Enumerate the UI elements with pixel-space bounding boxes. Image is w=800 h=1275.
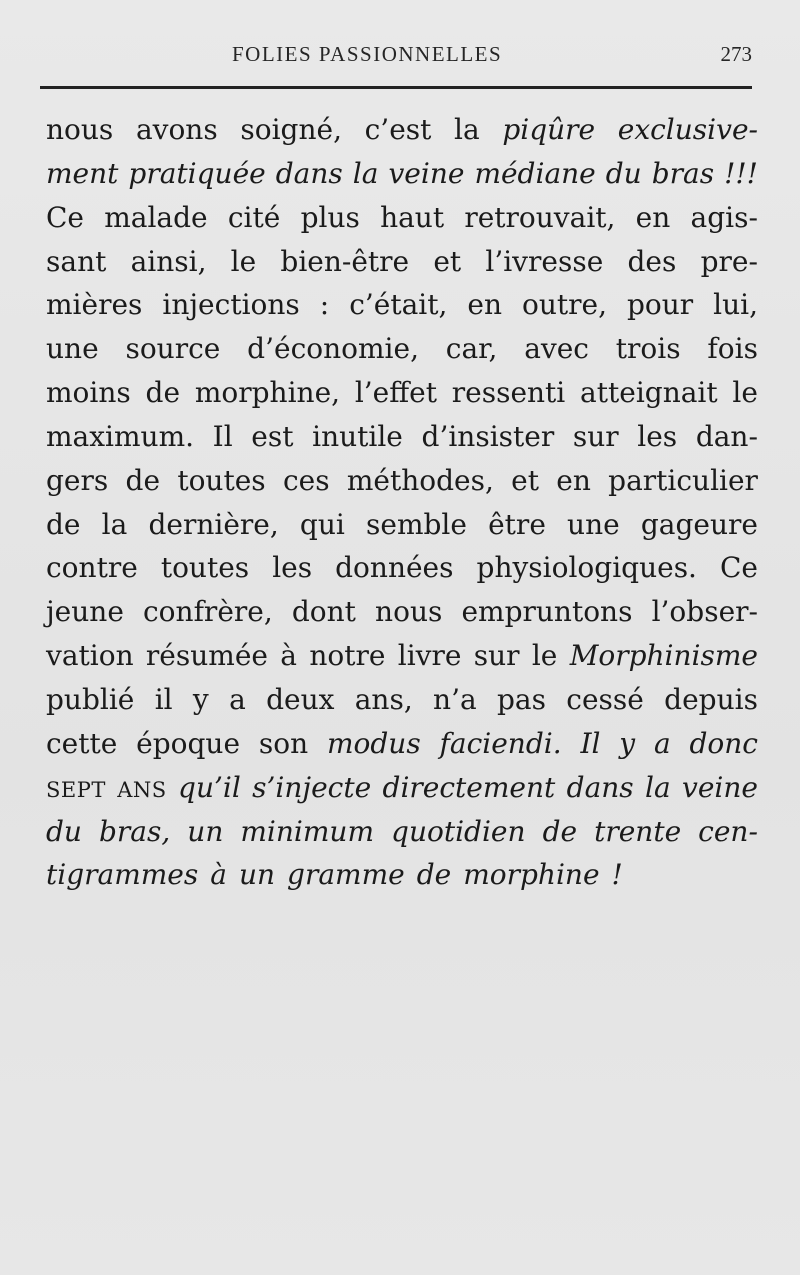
- text-word: piqûre: [502, 113, 596, 146]
- text-word: particulier: [608, 463, 758, 497]
- text-word: médiane: [474, 156, 596, 190]
- text-line: [46, 240, 758, 284]
- text-word: de: [125, 463, 161, 497]
- text-word: directement: [382, 770, 556, 804]
- header-rule: [40, 86, 752, 89]
- text-word: atteignait: [580, 376, 718, 410]
- text-word: cité: [227, 200, 281, 234]
- text-word: être: [488, 507, 546, 541]
- text-word: ressenti: [451, 376, 566, 410]
- text-word: données: [335, 551, 454, 585]
- text-word: SEPT: [46, 777, 106, 802]
- text-word: en: [467, 288, 502, 322]
- text-word: minimum: [240, 814, 375, 848]
- text-word: gramme: [287, 858, 405, 892]
- text-word: la: [101, 507, 128, 541]
- text-word: trente: [594, 814, 682, 848]
- text-word: à: [280, 639, 297, 673]
- text-word: ment: [46, 156, 119, 190]
- text-word: l’obser-: [651, 595, 758, 629]
- text-word: outre,: [521, 288, 607, 322]
- text-word: époque: [136, 726, 241, 760]
- text-word: n’a: [433, 682, 477, 716]
- text-word: ces: [282, 463, 330, 497]
- text-word: un: [187, 814, 224, 848]
- text-word: malade: [104, 200, 208, 234]
- text-line: [46, 766, 758, 810]
- text-word: dans: [566, 770, 634, 804]
- text-word: empruntons: [461, 595, 633, 629]
- text-word: physiologiques.: [476, 551, 697, 585]
- text-word: le: [230, 244, 257, 278]
- text-word: maximum.: [46, 419, 195, 453]
- text-word: sur: [572, 419, 619, 453]
- text-word: Ce: [720, 551, 758, 585]
- text-word: cen-: [698, 814, 758, 848]
- text-line: [46, 722, 758, 766]
- text-word: dont: [291, 595, 356, 629]
- text-word: !!!: [724, 156, 758, 190]
- text-word: source: [125, 332, 221, 366]
- text-line: [46, 371, 758, 415]
- text-word: ainsi,: [130, 244, 207, 278]
- text-word: y: [192, 682, 209, 716]
- text-word: du: [46, 814, 82, 848]
- text-line: [46, 634, 758, 678]
- text-word: une: [567, 507, 620, 541]
- text-line: [46, 503, 758, 547]
- text-word: Il: [580, 726, 601, 760]
- text-word: le: [531, 639, 558, 673]
- text-word: gers: [46, 463, 109, 497]
- text-line: [46, 546, 758, 590]
- text-line: [46, 590, 758, 634]
- text-word: l’effet: [354, 376, 437, 410]
- text-word: :: [319, 288, 330, 322]
- running-title: FOLIES PASSIONNELLES: [232, 42, 503, 66]
- text-word: toutes: [177, 463, 266, 497]
- text-word: en: [556, 463, 591, 497]
- text-word: de: [542, 814, 578, 848]
- text-word: moins: [46, 376, 131, 410]
- text-word: dan-: [695, 419, 758, 453]
- text-word: s’injecte: [252, 770, 372, 804]
- text-word: donc: [689, 726, 758, 760]
- text-word: et: [433, 244, 462, 278]
- text-word: son: [258, 726, 309, 760]
- text-word: veine: [682, 770, 758, 804]
- text-word: toutes: [160, 551, 250, 585]
- text-line: [46, 152, 758, 196]
- text-word: cette: [46, 726, 118, 760]
- text-word: en: [635, 200, 671, 234]
- text-word: les: [272, 551, 313, 585]
- text-word: sant: [46, 244, 107, 278]
- text-line: [46, 810, 758, 854]
- text-word: agis-: [690, 200, 758, 234]
- text-word: est: [251, 419, 294, 453]
- text-word: depuis: [664, 682, 758, 716]
- text-word: fois: [707, 332, 758, 366]
- text-word: retrouvait,: [464, 200, 616, 234]
- text-word: tigrammes: [46, 858, 199, 892]
- text-word: avons: [135, 113, 218, 146]
- text-word: trois: [615, 332, 681, 366]
- text-word: du: [605, 156, 642, 190]
- text-word: pre-: [700, 244, 758, 278]
- text-word: soigné,: [240, 113, 342, 146]
- text-word: qui: [299, 507, 345, 541]
- text-word: d’économie,: [247, 332, 419, 366]
- text-word: la: [454, 113, 480, 146]
- text-word: Il: [212, 419, 233, 453]
- text-word: morphine: [463, 858, 600, 892]
- text-word: modus: [326, 726, 421, 760]
- text-line: [46, 459, 758, 503]
- text-word: nous: [46, 113, 114, 146]
- text-word: ans,: [354, 682, 413, 716]
- text-word: résumée: [145, 639, 268, 673]
- text-word: y: [619, 726, 636, 760]
- text-word: jeune: [46, 595, 124, 629]
- text-word: et: [511, 463, 539, 497]
- text-word: la: [352, 156, 379, 190]
- text-word: nous: [375, 595, 443, 629]
- body-text: [46, 108, 758, 897]
- text-word: sur: [473, 639, 520, 673]
- text-line: [46, 415, 758, 459]
- text-word: injections: [162, 288, 300, 322]
- text-word: plus: [300, 200, 360, 234]
- text-word: vation: [46, 639, 134, 673]
- text-word: de: [46, 507, 81, 541]
- text-word: inutile: [312, 419, 403, 453]
- text-word: pratiquée: [128, 156, 266, 190]
- text-word: faciendi.: [439, 726, 562, 760]
- page-number: 273: [720, 42, 752, 66]
- text-word: avec: [524, 332, 589, 366]
- text-word: c’est: [364, 113, 432, 146]
- text-word: Morphinisme: [569, 639, 758, 673]
- text-word: de: [416, 858, 452, 892]
- text-word: Ce: [46, 200, 84, 234]
- text-word: pour: [626, 288, 694, 322]
- text-line: [46, 678, 758, 722]
- text-word: semble: [366, 507, 467, 541]
- text-word: des: [627, 244, 677, 278]
- text-word: lui,: [713, 288, 758, 322]
- text-line: [46, 327, 758, 371]
- text-word: dans: [275, 156, 343, 190]
- page-header: [40, 38, 752, 74]
- text-word: un: [238, 858, 276, 892]
- text-word: a: [229, 682, 246, 716]
- text-word: à: [210, 858, 227, 892]
- text-word: l’ivresse: [485, 244, 604, 278]
- text-word: il: [154, 682, 173, 716]
- text-word: notre: [309, 639, 386, 673]
- text-word: haut: [380, 200, 445, 234]
- text-word: bras,: [98, 814, 171, 848]
- text-word: bras: [651, 156, 715, 190]
- text-word: veine: [388, 156, 465, 190]
- text-word: de: [145, 376, 181, 410]
- text-word: méthodes,: [346, 463, 494, 497]
- text-word: gageure: [640, 507, 758, 541]
- text-line: [46, 108, 758, 152]
- text-word: ANS: [117, 777, 167, 802]
- text-line: [46, 196, 758, 240]
- text-word: publié: [46, 682, 135, 716]
- text-word: bien-être: [280, 244, 410, 278]
- text-word: !: [611, 858, 623, 892]
- text-word: une: [46, 332, 99, 366]
- text-word: pas: [496, 682, 546, 716]
- text-word: le: [732, 376, 758, 410]
- text-word: quotidien: [391, 814, 526, 848]
- text-word: c’était,: [349, 288, 448, 322]
- text-word: exclusive-: [617, 113, 758, 146]
- text-word: livre: [397, 639, 462, 673]
- text-word: a: [653, 726, 671, 760]
- text-word: confrère,: [143, 595, 273, 629]
- text-word: cessé: [566, 682, 644, 716]
- text-word: dernière,: [148, 507, 279, 541]
- text-word: qu’il: [178, 770, 241, 804]
- text-word: contre: [46, 551, 138, 585]
- text-word: car,: [445, 332, 498, 366]
- text-word: la: [645, 770, 671, 804]
- text-line: [46, 853, 758, 897]
- text-line: [46, 283, 758, 327]
- text-word: morphine,: [194, 376, 341, 410]
- text-word: d’insister: [421, 419, 555, 453]
- text-word: les: [637, 419, 678, 453]
- text-word: deux: [266, 682, 335, 716]
- text-word: mières: [46, 288, 143, 322]
